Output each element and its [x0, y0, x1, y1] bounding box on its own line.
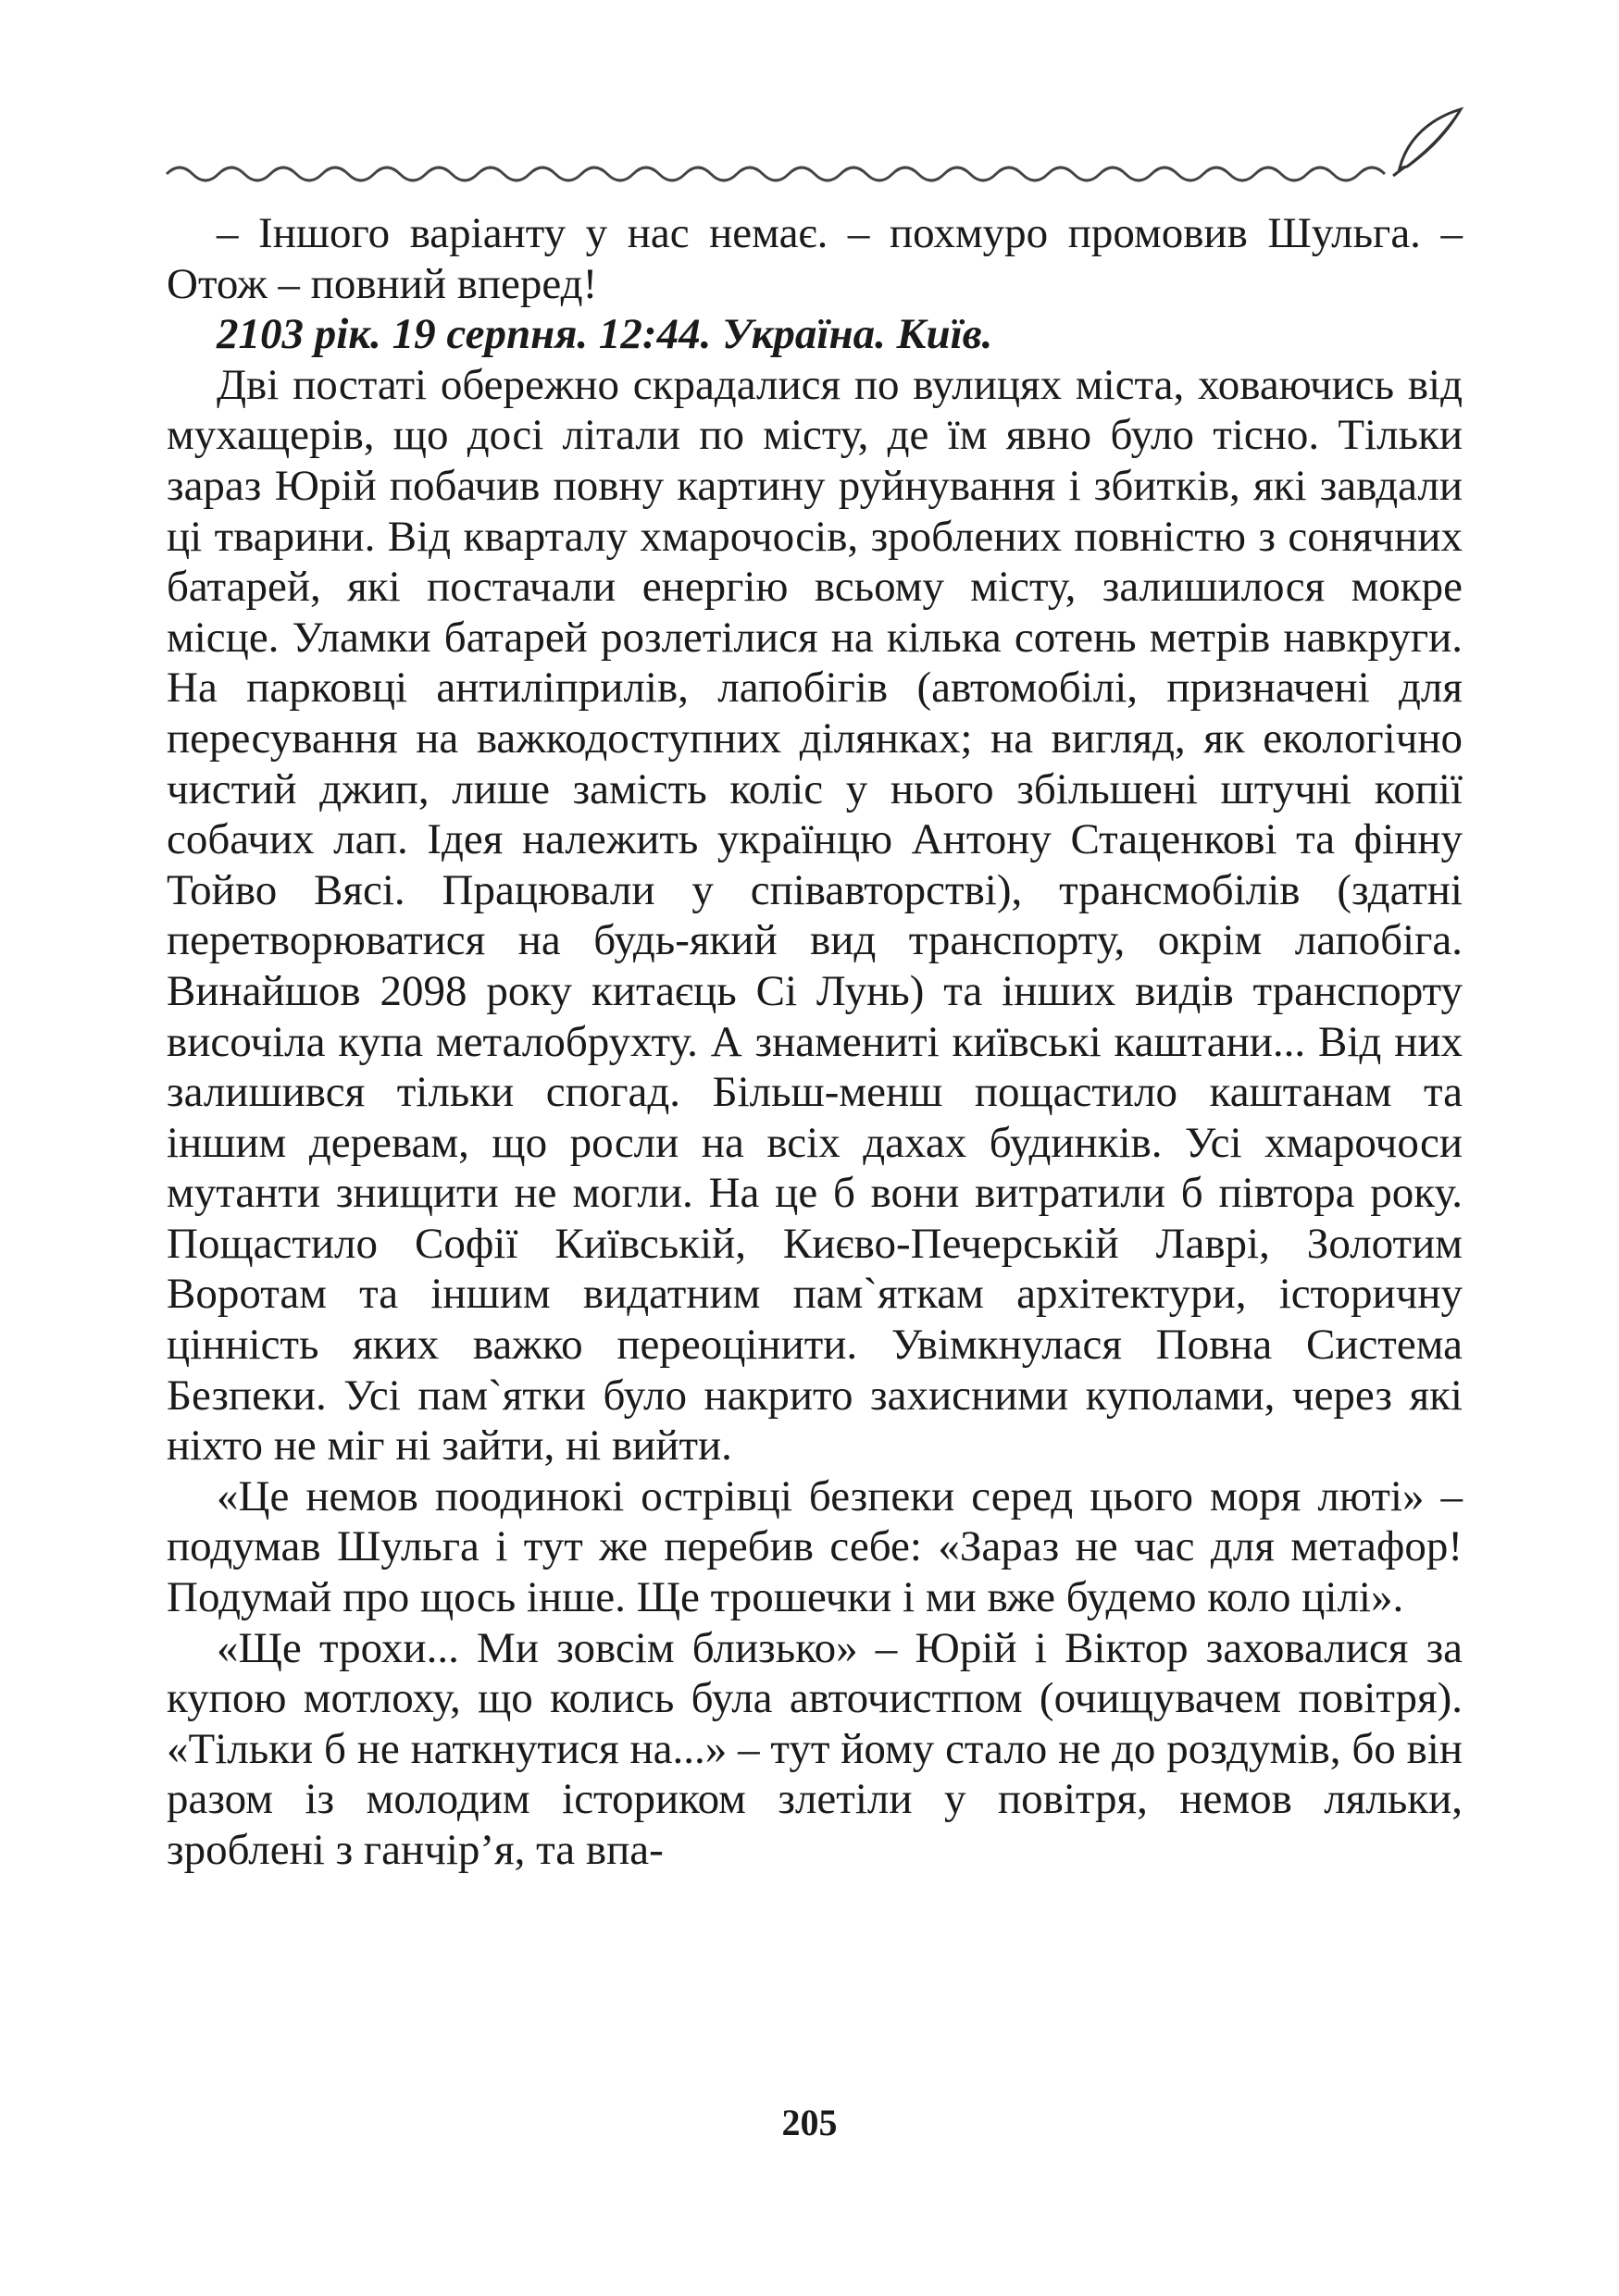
- wavy-line: [167, 168, 1385, 180]
- page-number: 205: [781, 2102, 838, 2143]
- paragraph: Дві постаті обережно скрадалися по вулицях міста, ховаючись від мухащерів, що досі літали по місту, де їм явно було тісно. Тільки зараз Юрій побачив повну картину руйнування і збитків, які завдали ці тварини. Від кварталу хмарочосів, зроблених повністю з сонячних батарей, які постачали енергію всьому місту, залишилося мокре місце. Уламки батарей розлетілися на кілька сотень метрів навкруги. На парковці антиліприлів, лапобігів (автомобілі, призначені для пересування на важкодоступних ділянках; на вигляд, як екологічно чистий джип, лише замість коліс у нього збільшені штучні копії собачих лап. Ідея належить українцю Антону Стаценкові та фінну Тойво Вясі. Працювали у співавторстві), трансмобілів (здатні перетворюватися на будь-який вид транспорту, окрім лапобіга. Винайшов 2098 року китаєць Сі Лунь) та інших видів транспорту височіла купа металобрухту. А знамениті київські каштани... Від них залишився тільки спогад. Більш-менш пощастило каштанам та іншим деревам, що росли на всіх дахах будинків. Усі хмарочоси мутанти знищити не могли. На це б вони витратили б півтора року. Пощастило Софії Київській, Києво-Печерській Лаврі, Золотим Воротам та іншим видатним пам`яткам архітектури, історичну цінність яких важко переоцінити. Увімкнулася Повна Система Безпеки. Усі пам`ятки було накрито захисними куполами, через які ніхто не міг ні зайти, ні вийти.: [167, 360, 1463, 1471]
- quill-pen-icon: [1393, 109, 1461, 176]
- paragraph: «Ще трохи... Ми зовсім близько» – Юрій і Віктор заховалися за купою мотлоху, що колись була авточистпом (очищувачем повітря). «Тільки б не наткнутися на...» – тут йому стало не до роздумів, бо він разом із молодим істориком злетіли у повітря, немов ляльки, зроблені з ганчір’я, та впа-: [167, 1623, 1463, 1874]
- paragraph: – Іншого варіанту у нас немає. – похмуро промовив Шульга. – Отож – повний вперед!: [167, 209, 1463, 308]
- header-ornament: [0, 0, 1619, 185]
- body-text: [167, 208, 1463, 1876]
- paragraph: «Це немов поодинокі острівці безпеки серед цього моря люті» – подумав Шульга і тут же перебив себе: «Зараз не час для метафор! Подумай про щось інше. Ще трошечки і ми вже будемо коло цілі».: [167, 1471, 1463, 1622]
- section-heading: 2103 рік. 19 серпня. 12:44. Україна. Київ.: [217, 310, 993, 359]
